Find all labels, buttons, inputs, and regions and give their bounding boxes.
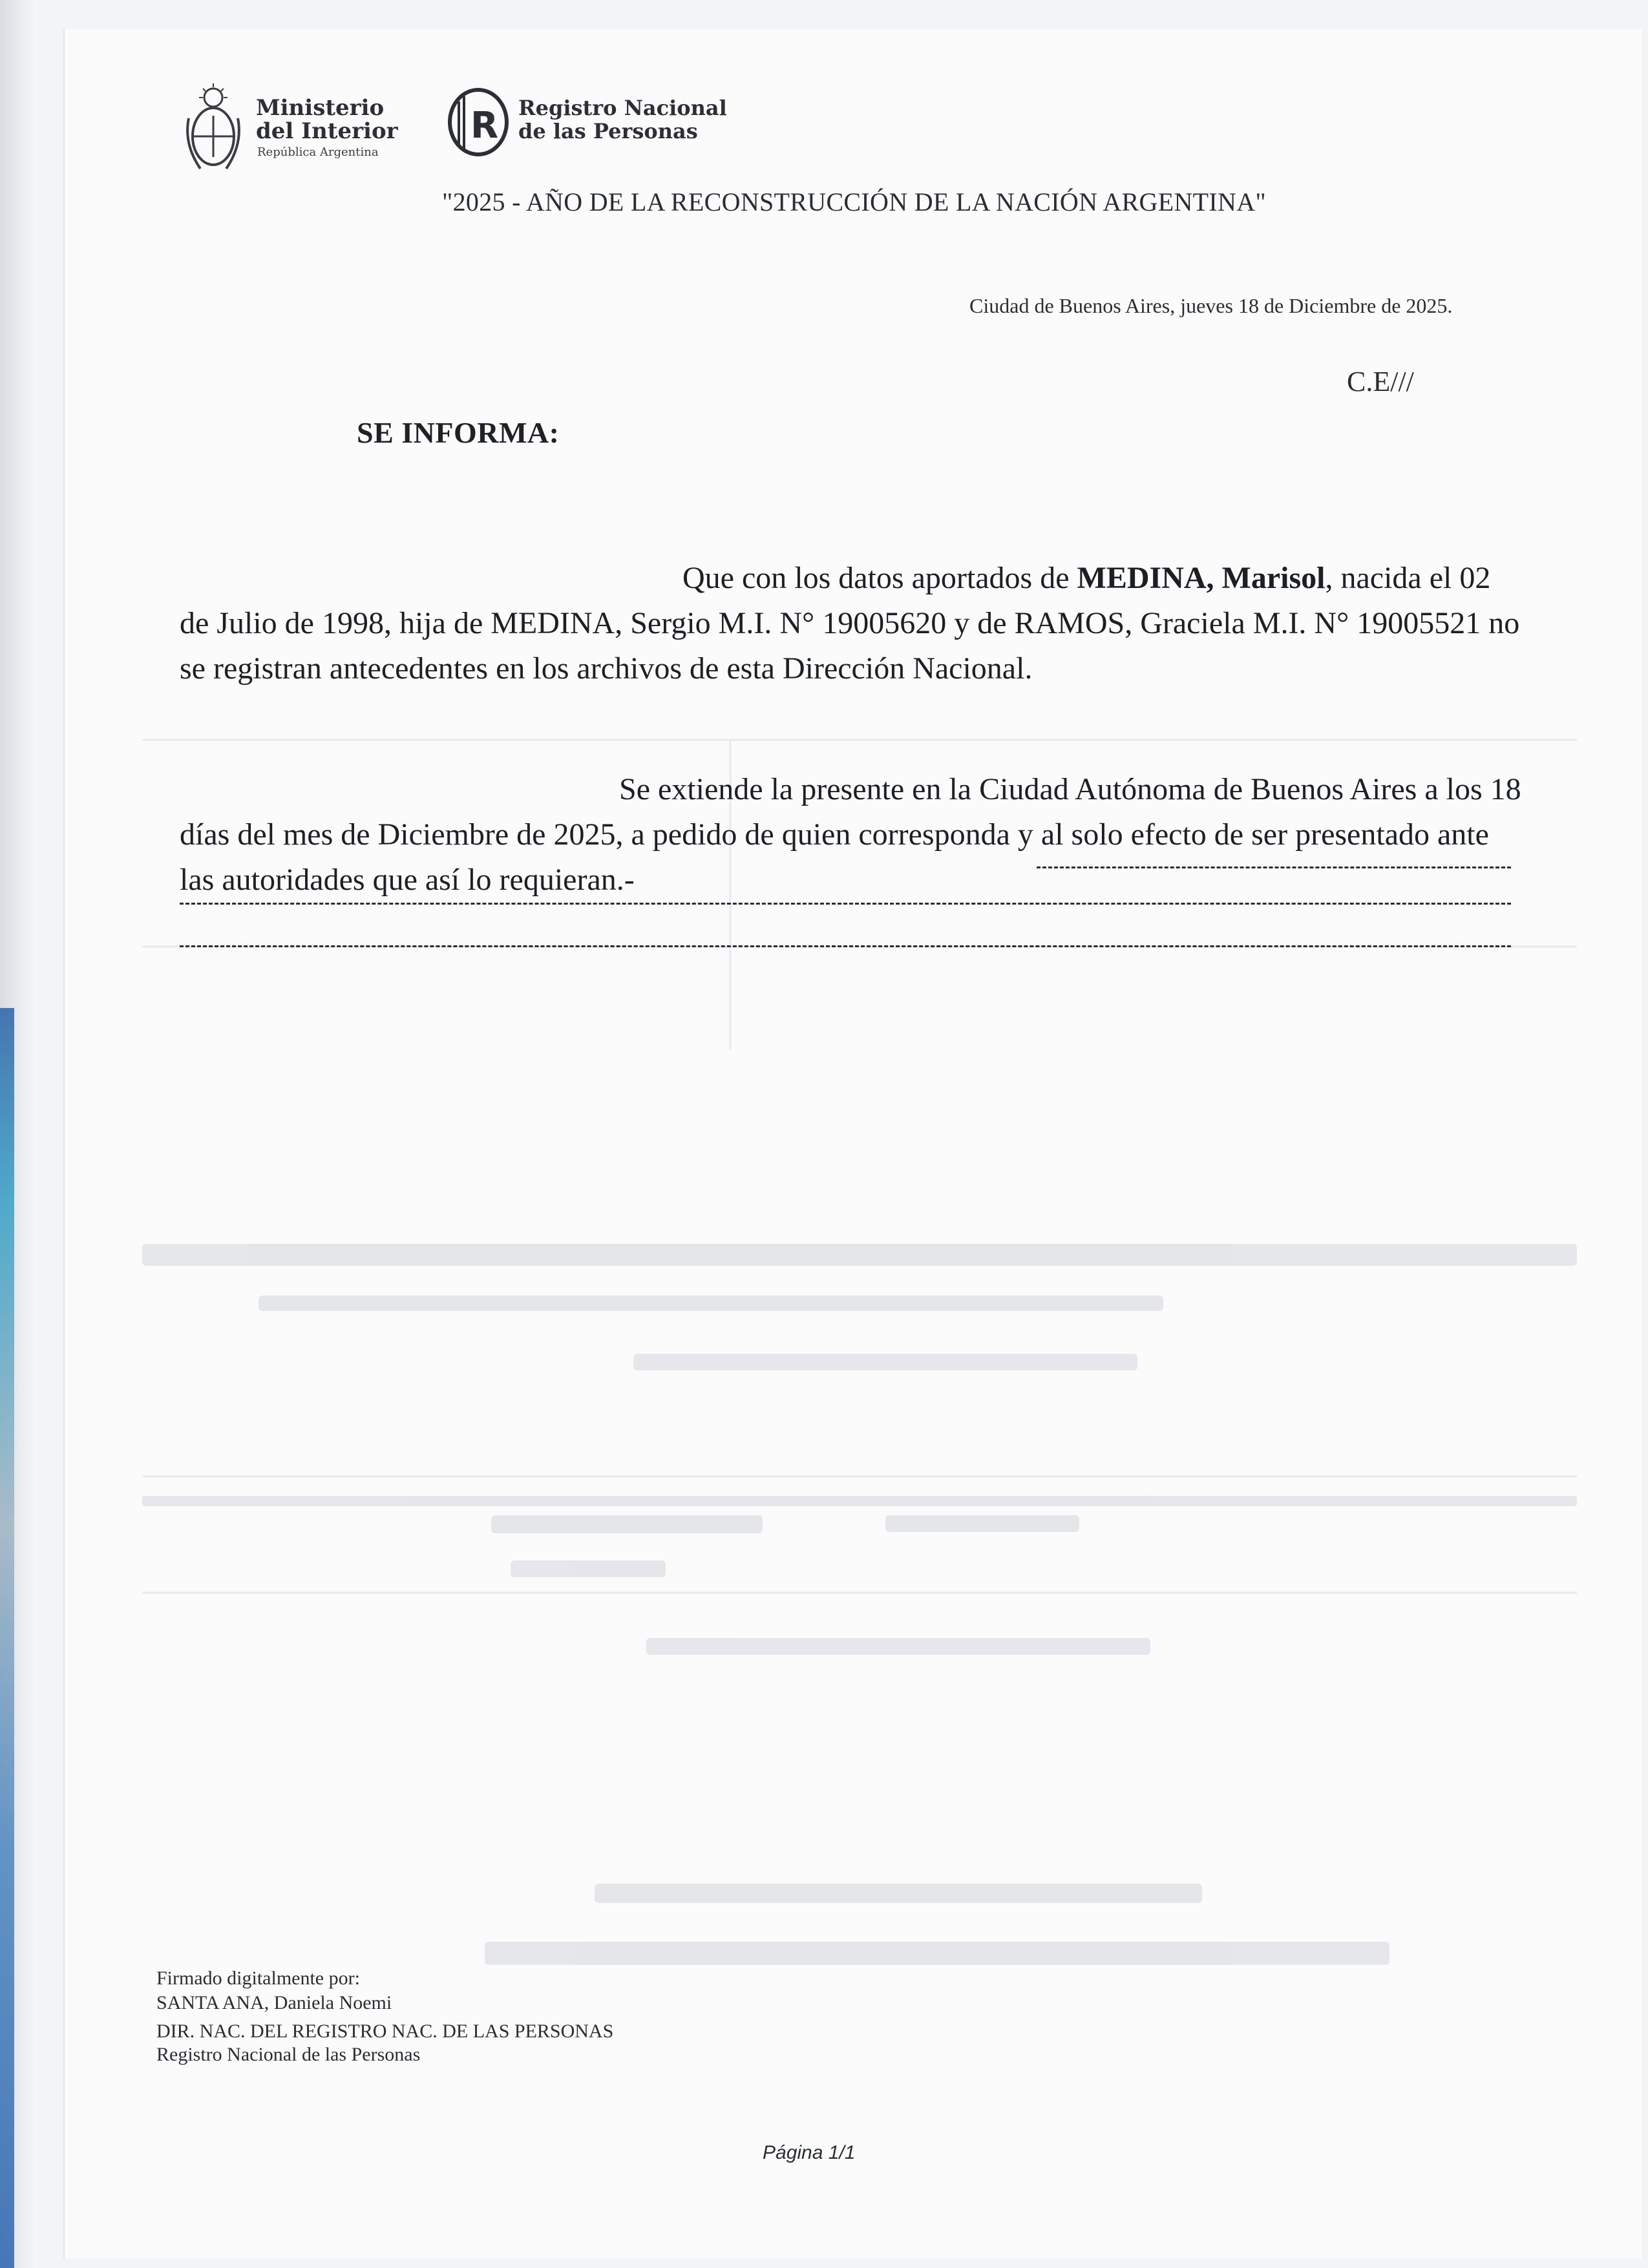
paragraph-details: , nacida el 02 de Julio de 1998, hija de MEDINA, Sergio M.I. N° 19005620 y de RAMOS, Graciela M.I. N° 19005521 no se registran antecedentes en los archivos de esta Dirección Nacional. <box>180 561 1520 686</box>
registry-name-line2: de las Personas <box>518 119 698 143</box>
paragraph-lead: Que con los datos aportados de <box>682 561 1077 595</box>
reverse-side-bleed-through <box>65 29 1642 2258</box>
renaper-r-logo-icon <box>447 86 509 158</box>
subject-name: MEDINA, Marisol <box>1077 561 1326 595</box>
scanner-color-strip <box>0 1008 14 2268</box>
signer-name: SANTA ANA, Daniela Noemi <box>156 1992 392 2013</box>
report-paragraph <box>180 556 1524 691</box>
year-motto: "2025 - AÑO DE LA RECONSTRUCCIÓN DE LA NACIÓN ARGENTINA" <box>442 187 1267 216</box>
dash-filler-line <box>180 945 1511 947</box>
ministry-name <box>256 96 424 143</box>
issuance-paragraph <box>180 767 1524 903</box>
issuance-text: Se extiende la presente en la Ciudad Autónoma de Buenos Aires a los 18 días del mes de Diciembre de 2025, a pedido de quien corresponda y al solo efecto de ser presentado ante las autoridades que así lo requieran.- <box>180 772 1521 897</box>
dash-filler-line <box>180 903 1511 905</box>
issue-date: Ciudad de Buenos Aires, jueves 18 de Diciembre de 2025. <box>969 294 1453 317</box>
svg-text:R: R <box>470 105 499 147</box>
argentina-coat-of-arms-icon <box>181 79 246 176</box>
ministry-name-line2: del Interior <box>256 118 398 144</box>
ministry-name-line1: Ministerio <box>256 95 385 121</box>
document-heading: SE INFORMA: <box>357 416 560 449</box>
signature-label: Firmado digitalmente por: <box>156 1968 360 1989</box>
reference-code: C.E/// <box>1347 366 1414 397</box>
page-number: Página 1/1 <box>763 2142 856 2163</box>
document-page <box>65 29 1642 2258</box>
dash-filler-line <box>1037 866 1511 868</box>
signer-organization: Registro Nacional de las Personas <box>156 2044 421 2065</box>
registry-name-line1: Registro Nacional <box>518 96 727 120</box>
signer-role: DIR. NAC. DEL REGISTRO NAC. DE LAS PERSONAS <box>156 2021 614 2042</box>
ministry-subtitle: República Argentina <box>257 145 379 159</box>
registry-name <box>518 96 777 143</box>
